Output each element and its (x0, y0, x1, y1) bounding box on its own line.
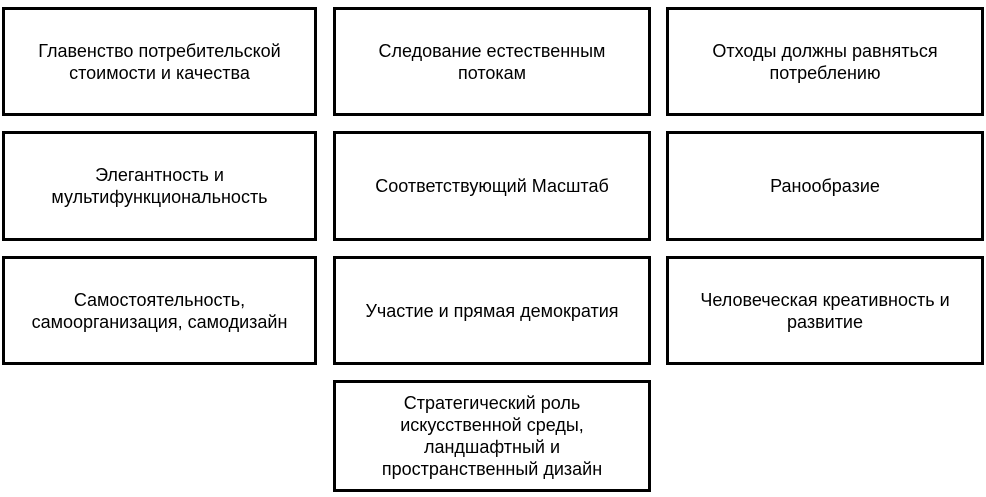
principle-box-3 (666, 7, 984, 116)
principle-label: Отходы должны равняться потреблению (712, 40, 938, 83)
principle-box-9 (666, 256, 984, 365)
principle-box-4 (2, 131, 317, 241)
principle-label: Самостоятельность, самоорганизация, самодизайн (31, 289, 288, 332)
principle-box-1 (2, 7, 317, 116)
principle-box-8 (333, 256, 651, 365)
principle-label: Элегантность и мультифункциональность (51, 165, 268, 207)
principle-label: Главенство потребительской стоимости и качества (38, 40, 281, 83)
principle-box-5 (333, 131, 651, 241)
principle-box-10 (333, 380, 651, 492)
principle-label: Стратегический роль искусственной среды, ландшафтный и пространственный дизайн (381, 393, 603, 479)
principle-label: Участие и прямая демократия (365, 300, 619, 321)
principle-label: Соответствующий Масштаб (375, 176, 609, 196)
principle-label: Человеческая креативность и развитие (700, 289, 950, 332)
principle-label: Следование естественным потокам (378, 40, 606, 83)
principle-label: Ранообразие (770, 176, 880, 196)
principle-box-2 (333, 7, 651, 116)
principle-box-6 (666, 131, 984, 241)
principle-box-7 (2, 256, 317, 365)
